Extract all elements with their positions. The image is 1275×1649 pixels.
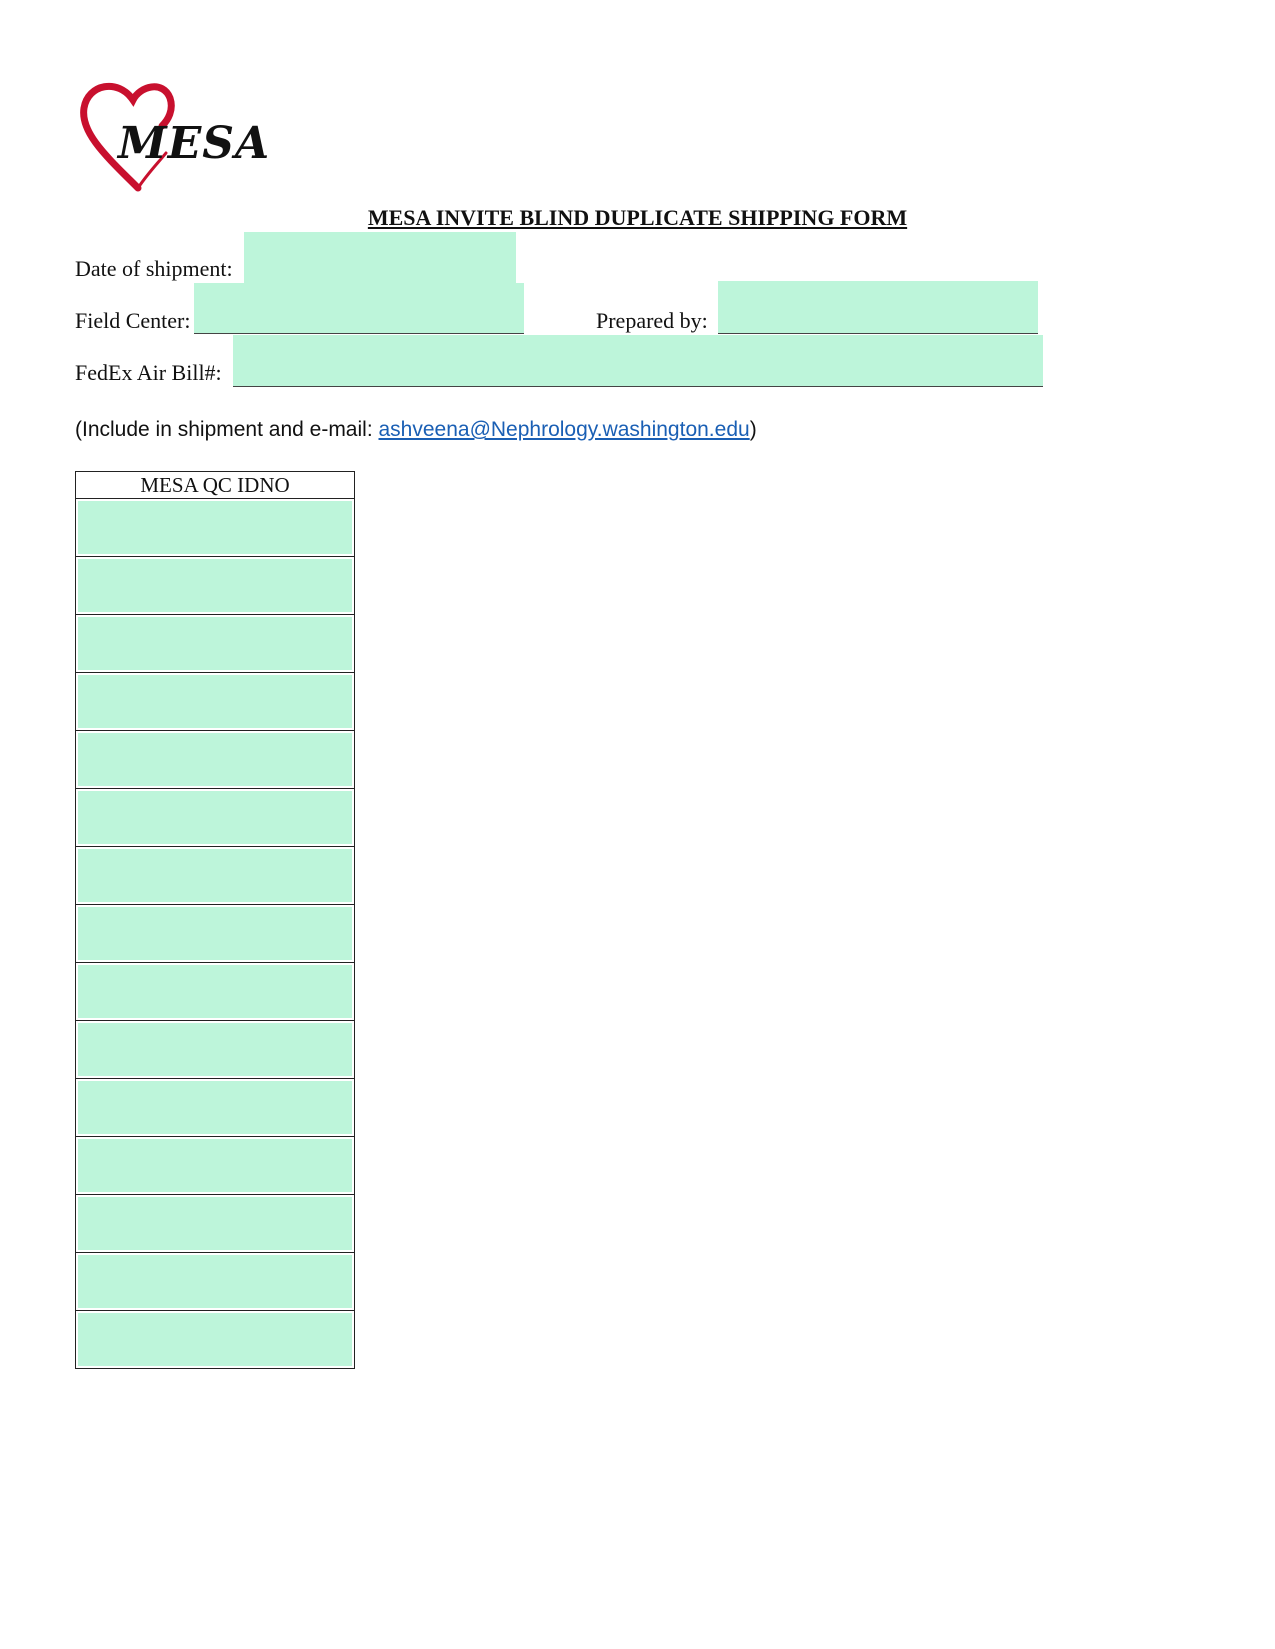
prepared-by-label: Prepared by: bbox=[596, 308, 708, 333]
qc-idno-field[interactable] bbox=[78, 617, 352, 670]
qc-idno-cell bbox=[76, 1311, 355, 1369]
qc-idno-field[interactable] bbox=[78, 1081, 352, 1134]
qc-idno-table bbox=[75, 471, 355, 1369]
field-center-underline bbox=[194, 333, 524, 334]
qc-idno-field[interactable] bbox=[78, 965, 352, 1018]
table-row bbox=[76, 557, 355, 615]
qc-idno-field[interactable] bbox=[78, 1139, 352, 1192]
qc-idno-field[interactable] bbox=[78, 733, 352, 786]
table-row bbox=[76, 905, 355, 963]
qc-idno-field[interactable] bbox=[78, 675, 352, 728]
table-row bbox=[76, 731, 355, 789]
qc-idno-field[interactable] bbox=[78, 501, 352, 554]
field-center-label: Field Center: bbox=[75, 308, 191, 333]
field-center-field[interactable] bbox=[194, 283, 524, 333]
table-row bbox=[76, 1137, 355, 1195]
note-prefix: (Include in shipment and e-mail: bbox=[75, 418, 379, 441]
note-suffix: ) bbox=[749, 418, 757, 441]
prepared-by-underline bbox=[718, 333, 1038, 334]
qc-idno-field[interactable] bbox=[78, 1197, 352, 1250]
table-row bbox=[76, 963, 355, 1021]
qc-idno-cell bbox=[76, 789, 355, 847]
qc-idno-cell bbox=[76, 673, 355, 731]
qc-idno-cell bbox=[76, 1253, 355, 1311]
qc-idno-cell bbox=[76, 963, 355, 1021]
shipment-note bbox=[75, 418, 757, 442]
prepared-by-field[interactable] bbox=[718, 281, 1038, 333]
qc-idno-cell bbox=[76, 1195, 355, 1253]
qc-idno-cell bbox=[76, 615, 355, 673]
qc-idno-field[interactable] bbox=[78, 559, 352, 612]
qc-idno-header: MESA QC IDNO bbox=[76, 472, 355, 499]
logo-text: MESA bbox=[118, 118, 271, 169]
qc-idno-cell bbox=[76, 557, 355, 615]
table-row bbox=[76, 847, 355, 905]
qc-idno-cell bbox=[76, 499, 355, 557]
table-row bbox=[76, 1021, 355, 1079]
qc-idno-rows bbox=[76, 499, 355, 1369]
date-label: Date of shipment: bbox=[75, 256, 233, 281]
qc-idno-cell bbox=[76, 731, 355, 789]
table-row bbox=[76, 499, 355, 557]
qc-idno-field[interactable] bbox=[78, 849, 352, 902]
qc-idno-field[interactable] bbox=[78, 907, 352, 960]
qc-idno-cell bbox=[76, 905, 355, 963]
table-row bbox=[76, 1253, 355, 1311]
fedex-air-bill-field[interactable] bbox=[233, 335, 1043, 386]
email-link[interactable]: ashveena@Nephrology.washington.edu bbox=[378, 418, 750, 441]
form-title: MESA INVITE BLIND DUPLICATE SHIPPING FORM bbox=[367, 205, 908, 230]
mesa-logo bbox=[78, 78, 278, 196]
table-row bbox=[76, 1311, 355, 1369]
date-of-shipment-field[interactable] bbox=[244, 232, 516, 284]
qc-idno-field[interactable] bbox=[78, 1313, 352, 1366]
table-row bbox=[76, 615, 355, 673]
qc-idno-cell bbox=[76, 847, 355, 905]
table-row bbox=[76, 673, 355, 731]
fedex-label: FedEx Air Bill#: bbox=[75, 360, 222, 385]
qc-idno-cell bbox=[76, 1079, 355, 1137]
table-row bbox=[76, 1195, 355, 1253]
qc-idno-field[interactable] bbox=[78, 1023, 352, 1076]
table-row bbox=[76, 789, 355, 847]
fedex-underline bbox=[233, 386, 1043, 387]
qc-idno-cell bbox=[76, 1137, 355, 1195]
qc-idno-field[interactable] bbox=[78, 1255, 352, 1308]
qc-idno-field[interactable] bbox=[78, 791, 352, 844]
table-row bbox=[76, 1079, 355, 1137]
qc-idno-cell bbox=[76, 1021, 355, 1079]
